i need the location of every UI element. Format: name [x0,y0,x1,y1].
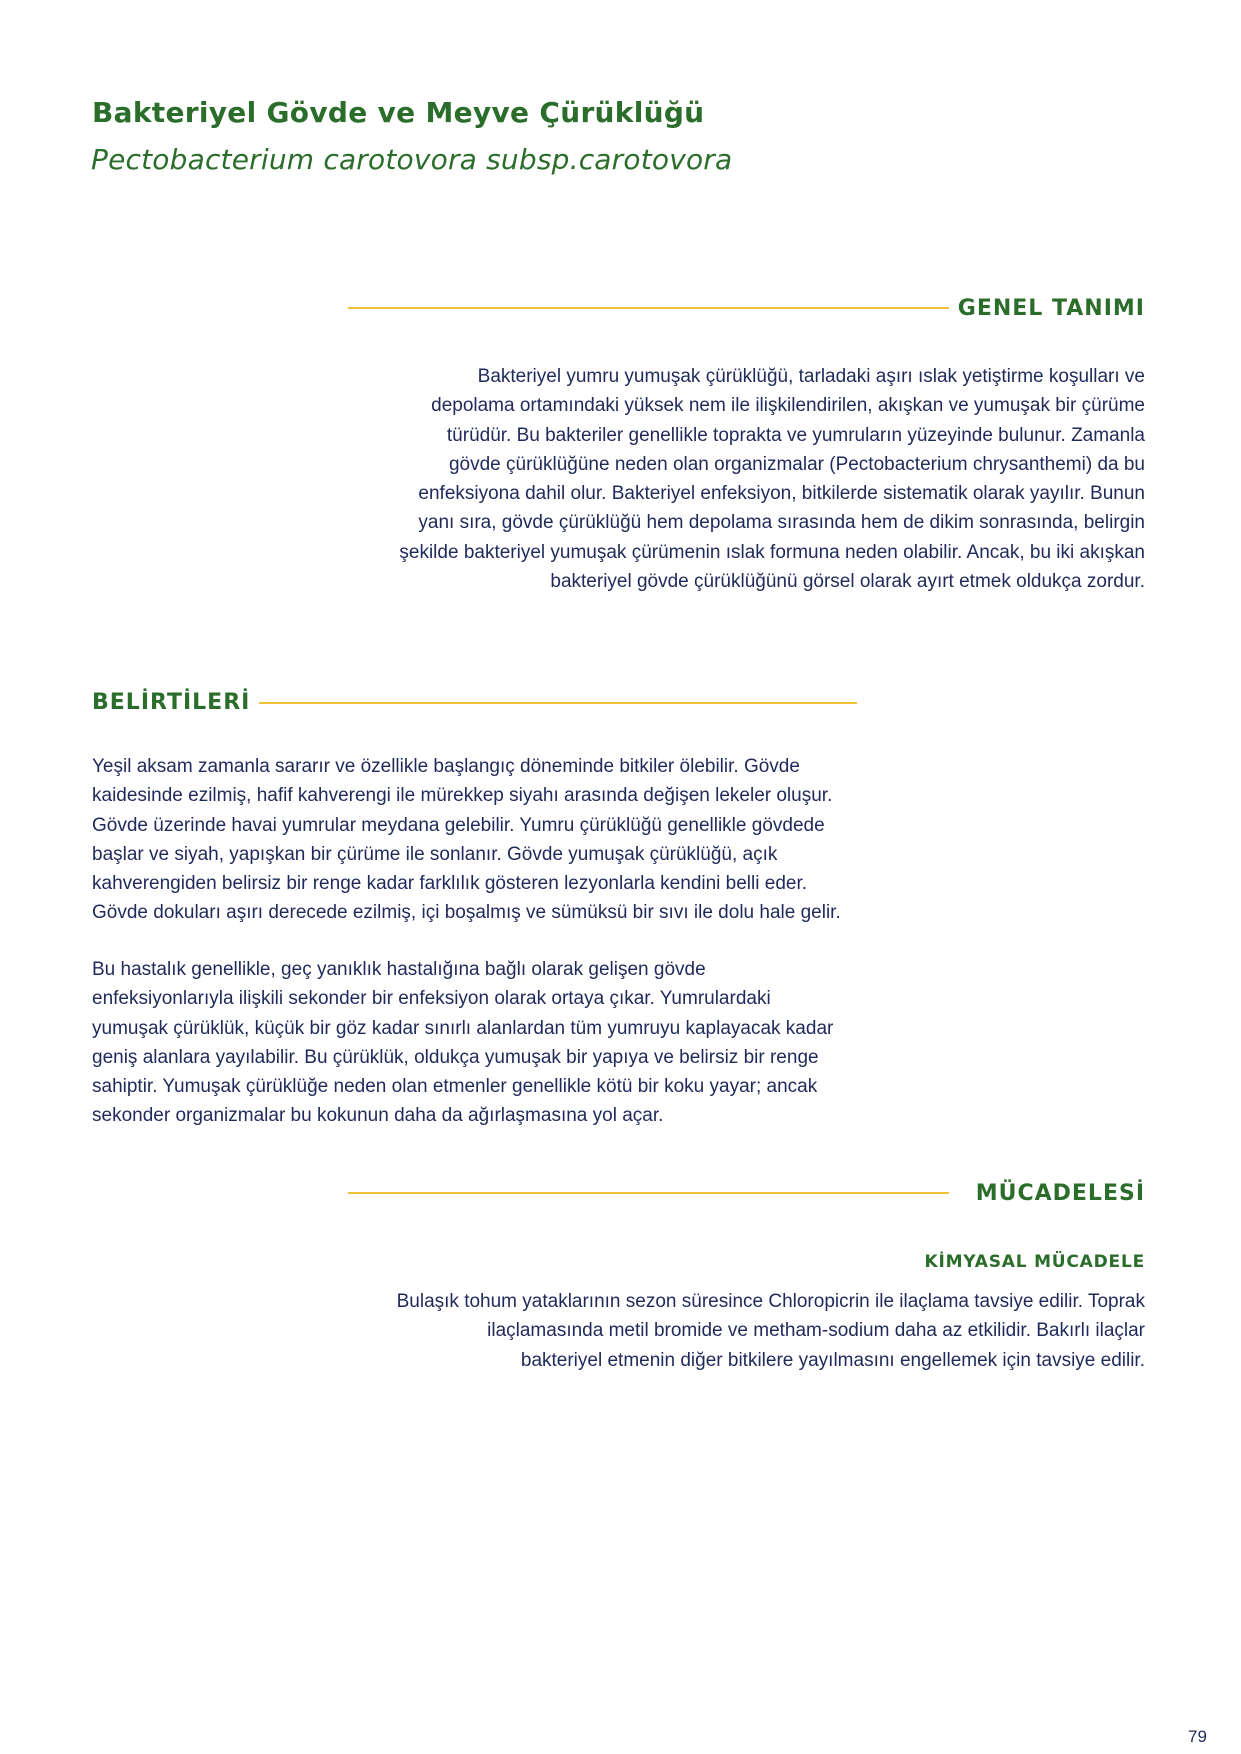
genel-tanimi-line: enfeksiyona dahil olur. Bakteriyel enfeksiyon, bitkilerde sistematik olarak yayılır. Bunun [418,483,1145,505]
belirtileri-p1-line: başlar ve siyah, yapışkan bir çürüme ile sonlanır. Gövde yumuşak çürüklüğü, açık [92,843,778,865]
belirtileri-heading: BELİRTİLERİ [92,690,251,715]
genel-tanimi-line: bakteriyel gövde çürüklüğünü görsel olarak ayırt etmek oldukça zordur. [550,571,1145,593]
genel-tanimi-paragraph [399,362,1145,596]
scientific-name: Pectobacterium carotovora subsp.carotovora [91,143,733,176]
page-number: 79 [1188,1727,1207,1746]
page-title: Bakteriyel Gövde ve Meyve Çürüklüğü [92,96,705,129]
belirtileri-p1-line: Gövde dokuları aşırı derecede ezilmiş, içi boşalmış ve sümüksü bir sıvı ile dolu hale gelir. [92,902,841,924]
belirtileri-p2-line: geniş alanlara yayılabilir. Bu çürüklük, oldukça yumuşak bir yapıya ve belirsiz bir renge [92,1046,819,1068]
belirtileri-p1-line: kahverengiden belirsiz bir renge kadar farklılık gösteren lezyonlarla kendini belli eder. [92,873,808,895]
belirtileri-p1-line: Gövde üzerinde havai yumrular meydana gelebilir. Yumru çürüklüğü genellikle gövdede [92,814,825,836]
belirtileri-paragraph-2 [92,955,833,1131]
genel-tanimi-line: türüdür. Bu bakteriler genellikle toprakta ve yumruların yüzeyinde bulunur. Zamanla [446,424,1145,446]
belirtileri-p2-line: yumuşak çürüklük, küçük bir göz kadar sınırlı alanlardan tüm yumruyu kaplayacak kadar [92,1017,834,1039]
genel-tanimi-line: depolama ortamındaki yüksek nem ile ilişkilendirilen, akışkan ve yumuşak bir çürüme [431,395,1145,417]
genel-tanimi-line: şekilde bakteriyel yumuşak çürümenin ıslak formuna neden olabilir. Ancak, bu iki akışkan [399,541,1145,563]
genel-tanimi-line: yanı sıra, gövde çürüklüğü hem depolama sırasında hem de dikim sonrasında, belirgin [418,512,1145,534]
genel-tanimi-line: gövde çürüklüğüne neden olan organizmalar (Pectobacterium chrysanthemi) da bu [448,453,1145,475]
genel-tanimi-rule [348,307,949,309]
belirtileri-p2-line: enfeksiyonlarıyla ilişkili sekonder bir enfeksiyon olarak ortaya çıkar. Yumrulardaki [92,988,771,1010]
mucadelesi-rule [348,1192,949,1194]
kimyasal-mucadele-paragraph [397,1287,1145,1375]
belirtileri-rule [259,702,857,704]
kimyasal-mucadele-line: bakteriyel etmenin diğer bitkilere yayılmasını engellemek için tavsiye edilir. [520,1349,1145,1371]
genel-tanimi-line: Bakteriyel yumru yumuşak çürüklüğü, tarladaki aşırı ıslak yetiştirme koşulları ve [477,366,1145,387]
kimyasal-mucadele-line: ilaçlamasında metil bromide ve metham-sodium daha az etkilidir. Bakırlı ilaçlar [487,1320,1145,1342]
mucadelesi-heading: MÜCADELESİ [975,1181,1145,1206]
belirtileri-p1-line: Yeşil aksam zamanla sararır ve özellikle başlangıç döneminde bitkiler ölebilir. Gövde [92,756,800,777]
kimyasal-mucadele-subheading: KİMYASAL MÜCADELE [924,1252,1145,1272]
belirtileri-paragraph-1 [92,752,841,928]
kimyasal-mucadele-line: Bulaşık tohum yataklarının sezon süresince Chloropicrin ile ilaçlama tavsiye edilir. Toprak [396,1291,1145,1312]
belirtileri-p2-line: sekonder organizmalar bu kokunun daha da ağırlaşmasına yol açar. [92,1105,664,1127]
belirtileri-p2-line: Bu hastalık genellikle, geç yanıklık hastalığına bağlı olarak gelişen gövde [92,959,706,980]
genel-tanimi-heading: GENEL TANIMI [957,296,1145,321]
belirtileri-p2-line: sahiptir. Yumuşak çürüklüğe neden olan etmenler genellikle kötü bir koku yayar; ancak [92,1076,818,1098]
belirtileri-p1-line: kaidesinde ezilmiş, hafif kahverengi ile mürekkep siyahı arasında değişen lekeler oluşur. [92,785,833,807]
